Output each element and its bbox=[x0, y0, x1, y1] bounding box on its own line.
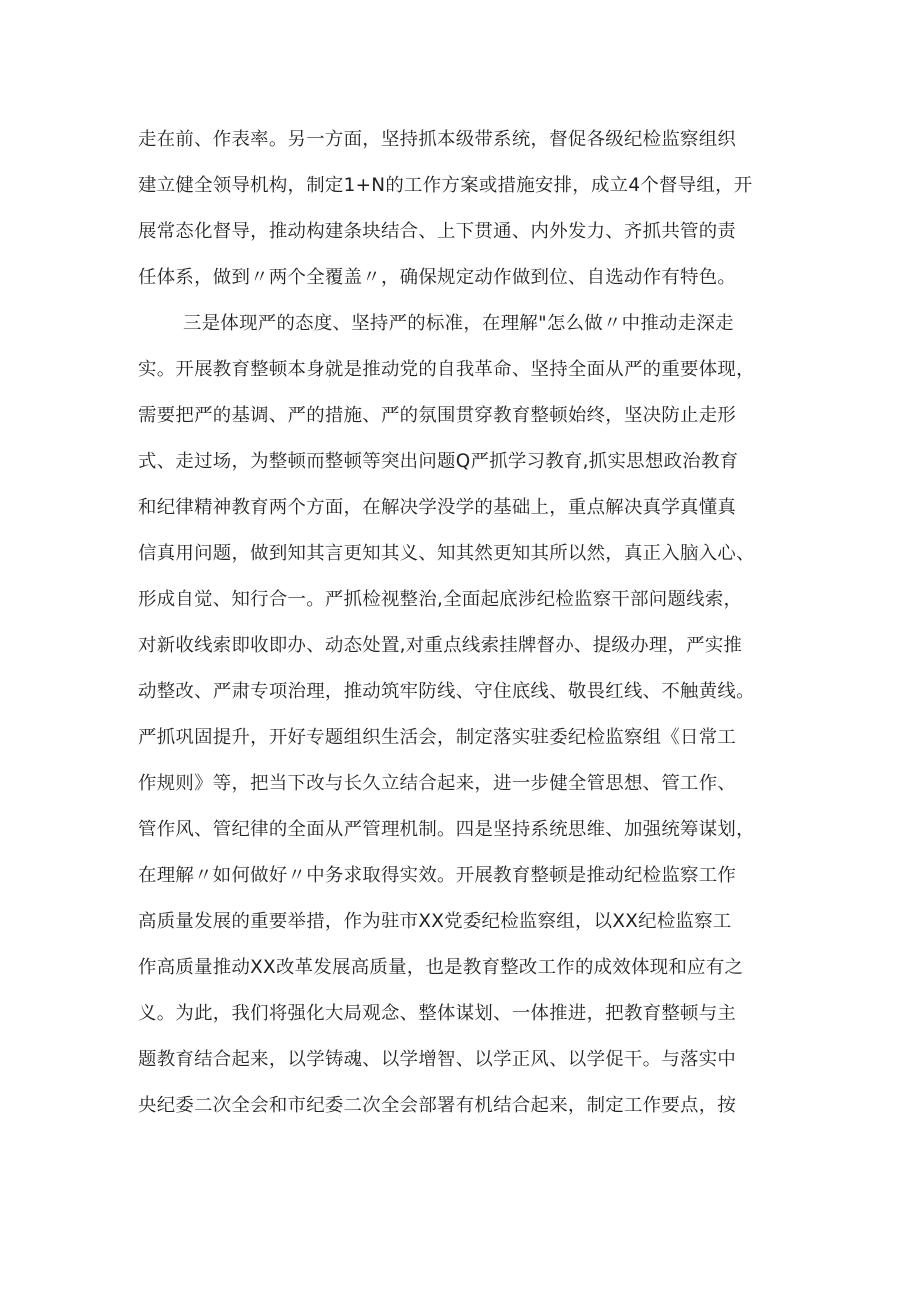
text-line: 信真用问题，做到知其言更知其义、知其然更知其所以然，真正入脑入心、 bbox=[138, 543, 755, 564]
text-line: 在理解〃如何做好〃中务求取得实效。开展教育整顿是推动纪检监察工作 bbox=[138, 865, 737, 886]
text-line: 题教育结合起来，以学铸魂、以学增智、以学正风、以学促干。与落实中 bbox=[138, 1049, 737, 1070]
text-line: 式、走过场，为整顿而整顿等突出问题Q严抓学习教育,抓实思想政治教育 bbox=[138, 451, 739, 472]
text-line: 严抓巩固提升，开好专题组织生活会，制定落实驻委纪检监察组《日常工 bbox=[138, 727, 737, 748]
text-line: 作规则》等，把当下改与长久立结合起来，进一步健全管思想、管工作、 bbox=[138, 773, 737, 794]
text-line: 任体系，做到〃两个全覆盖〃，确保规定动作做到位、自选动作有特色。 bbox=[138, 267, 737, 288]
text-line: 对新收线索即收即办、动态处置,对重点线索挂牌督办、提级办理，严实推 bbox=[138, 635, 743, 656]
text-line: 动整改、严肃专项治理，推动筑牢防线、守住底线、敬畏红线、不触黄线。 bbox=[138, 681, 755, 702]
text-line: 展常态化督导，推动构建条块结合、上下贯通、内外发力、齐抓共管的责 bbox=[138, 221, 737, 242]
text-line: 义。为此，我们将强化大局观念、整体谋划、一体推进，把教育整顿与主 bbox=[138, 1003, 737, 1024]
text-line: 高质量发展的重要举措，作为驻市XX党委纪检监察组，以XX纪检监察工 bbox=[138, 911, 732, 932]
text-line: 形成自觉、知行合一。严抓检视整治,全面起底涉纪检监察干部问题线索， bbox=[138, 589, 743, 610]
text-line: 实。开展教育整顿本身就是推动党的自我革命、坚持全面从严的重要体现， bbox=[138, 359, 755, 380]
text-line: 管作风、管纪律的全面从严管理机制。四是坚持系统思维、加强统筹谋划， bbox=[138, 819, 755, 840]
paragraph-start-line: 三是体现严的态度、坚持严的标准，在理解"怎么做〃中推动走深走 bbox=[183, 313, 734, 334]
text-line: 建立健全领导机构，制定1+N的工作方案或措施安排，成立4个督导组，开 bbox=[138, 175, 753, 196]
text-line: 和纪律精神教育两个方面，在解决学没学的基础上，重点解决真学真懂真 bbox=[138, 497, 737, 518]
text-line: 走在前、作表率。另一方面，坚持抓本级带系统，督促各级纪检监察组织 bbox=[138, 129, 737, 150]
text-line: 需要把严的基调、严的措施、严的氛围贯穿教育整顿始终，坚决防止走形 bbox=[138, 405, 737, 426]
text-line: 作高质量推动XX改革发展高质量，也是教育整改工作的成效体现和应有之 bbox=[138, 957, 744, 978]
text-line: 央纪委二次全会和市纪委二次全会部署有机结合起来，制定工作要点，按 bbox=[138, 1095, 737, 1116]
